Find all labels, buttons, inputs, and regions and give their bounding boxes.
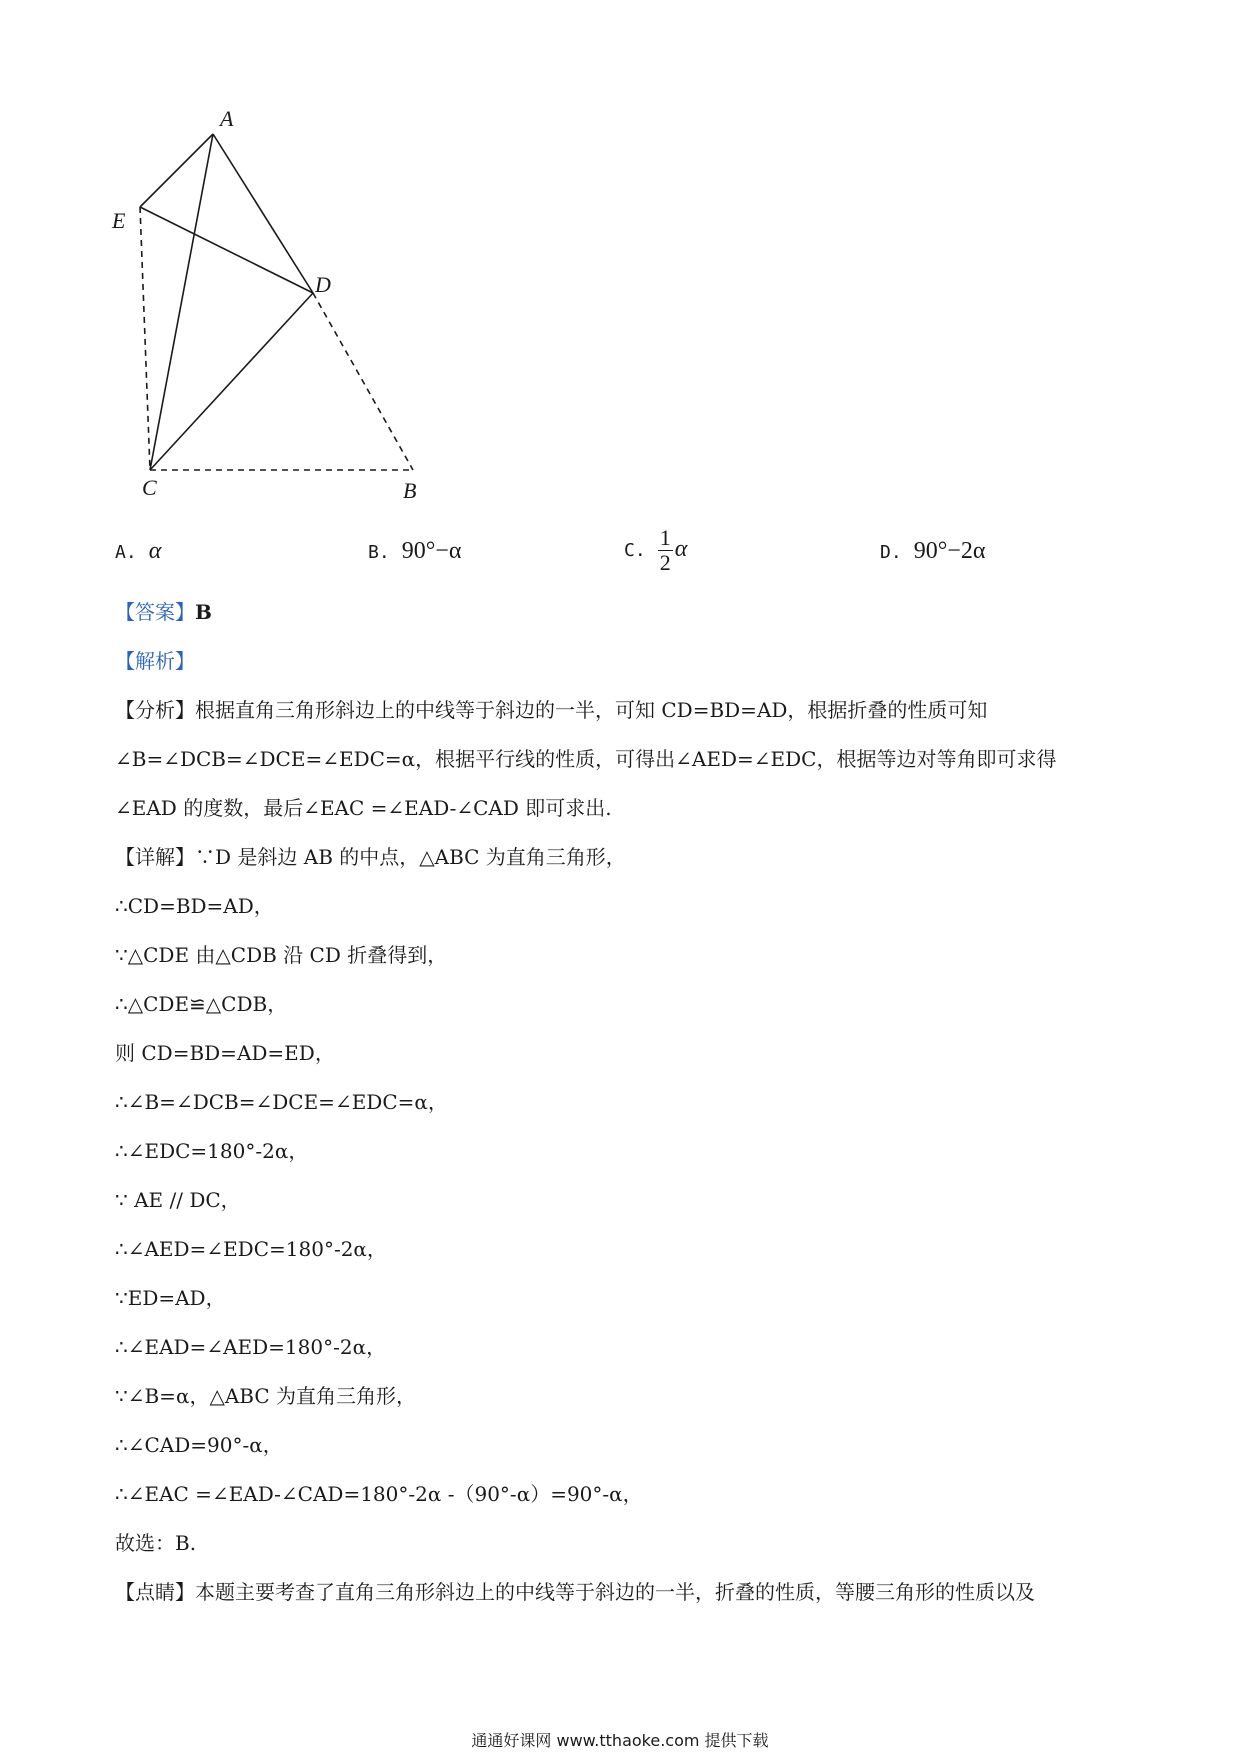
- text-line: ∵ AE // DC，: [115, 1188, 241, 1212]
- text-line: ∴∠EDC=180°-2α，: [115, 1139, 309, 1163]
- text-line: ∠EAD 的度数，最后∠EAC =∠EAD-∠CAD 即可求出.: [115, 796, 612, 820]
- triangle-diagram: [100, 100, 460, 510]
- option-b: B. 90°−α: [368, 538, 462, 564]
- text-line: 故选：B.: [115, 1531, 197, 1555]
- text-line: ∵△CDE 由△CDB 沿 CD 折叠得到，: [115, 943, 448, 967]
- text-line: ∴∠CAD=90°-α，: [115, 1433, 283, 1457]
- text-line: ∴∠B=∠DCB=∠DCE=∠EDC=α，: [115, 1090, 448, 1114]
- option-c: C. $\frac{1}{2}$ α: [624, 525, 688, 575]
- point-label-e: E: [112, 208, 126, 233]
- point-label-b: B: [403, 478, 417, 503]
- text-line: ∴CD=BD=AD，: [115, 894, 274, 918]
- page-footer: 通通好课网 www.tthaoke.com 提供下载: [471, 1731, 769, 1750]
- text-line: ∴∠EAD=∠AED=180°-2α，: [115, 1335, 387, 1359]
- geometry-figure: [100, 100, 460, 510]
- text-line: 则 CD=BD=AD=ED，: [115, 1041, 335, 1065]
- fraction-one-half: $\frac{1}{2}$: [659, 525, 671, 575]
- point-label-d: D: [315, 272, 331, 297]
- point-label-c: C: [142, 475, 157, 500]
- text-line: ∴∠AED=∠EDC=180°-2α，: [115, 1237, 387, 1261]
- point-label-a: A: [220, 106, 234, 131]
- text-line: 【点睛】本题主要考查了直角三角形斜边上的中线等于斜边的一半，折叠的性质，等腰三角形的性质以及: [115, 1580, 1035, 1604]
- segment-dc: [150, 293, 313, 470]
- text-line: ∵∠B=α，△ABC 为直角三角形，: [115, 1384, 416, 1408]
- text-line: 【详解】∵D 是斜边 AB 的中点，△ABC 为直角三角形，: [115, 845, 626, 869]
- analysis-heading: 【解析】: [115, 649, 195, 673]
- segment-db-dashed: [313, 293, 413, 470]
- text-line: ∴∠EAC =∠EAD-∠CAD=180°-2α -（90°-α）=90°-α，: [115, 1482, 643, 1506]
- text-line: ∴△CDE≌△CDB，: [115, 992, 288, 1016]
- option-a: A. α: [115, 538, 162, 564]
- text-line: 【分析】根据直角三角形斜边上的中线等于斜边的一半，可知 CD=BD=AD，根据折叠的性质可知: [115, 698, 988, 722]
- segment-ac: [150, 134, 213, 470]
- segment-ad: [213, 134, 313, 293]
- text-line: ∵ED=AD，: [115, 1286, 226, 1310]
- segment-ed: [140, 207, 313, 293]
- answer-line: 【答案】B: [115, 600, 212, 624]
- segment-ec-dashed: [140, 207, 150, 470]
- option-d: D. 90°−2α: [880, 538, 986, 564]
- text-line: ∠B=∠DCB=∠DCE=∠EDC=α，根据平行线的性质，可得出∠AED=∠EDC，根据等边对等角即可求得: [115, 747, 1057, 771]
